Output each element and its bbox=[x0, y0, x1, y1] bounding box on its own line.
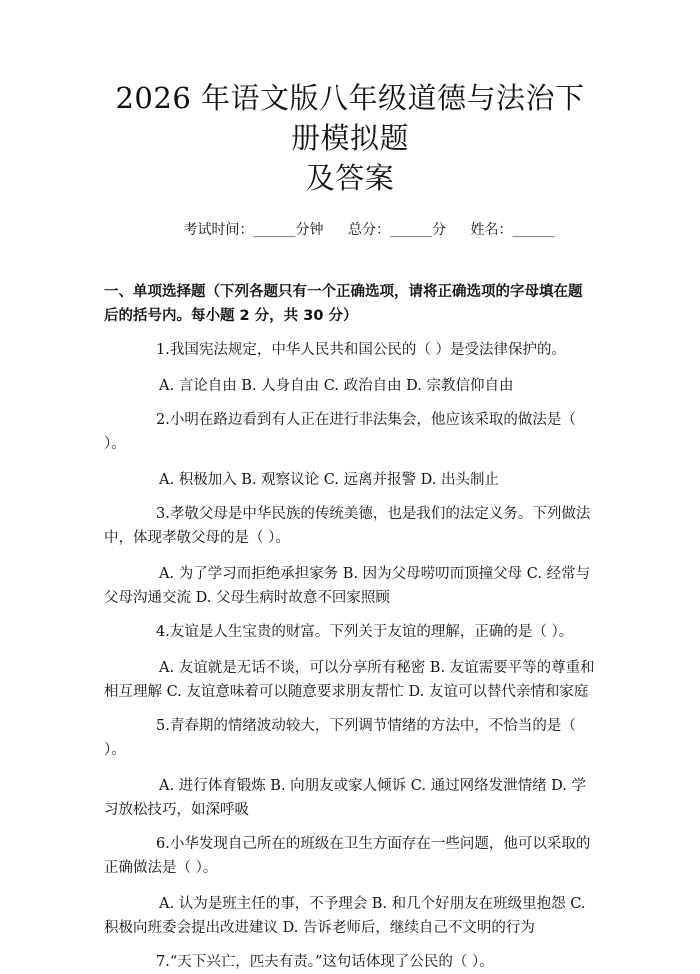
question-stem: 青春期的情绪波动较大，下列调节情绪的方法中，不恰当的是（ ）。 bbox=[104, 718, 576, 758]
exam-time: 考试时间：______分钟 bbox=[183, 222, 324, 238]
question-number: 1. bbox=[156, 342, 170, 358]
question-stem: 友谊是人生宝贵的财富。下列关于友谊的理解，正确的是（ ）。 bbox=[169, 624, 574, 640]
question-number: 6. bbox=[156, 836, 170, 852]
question-options: A. 进行体育锻炼 B. 向朋友或家人倾诉 C. 通过网络发泄情绪 D. 学习放松技巧，如深呼吸 bbox=[104, 778, 587, 818]
section-heading-single-choice: 一、单项选择题（下列各题只有一个正确选项，请将正确选项的字母填在题后的括号内。每小题 2 分，共 30 分） bbox=[104, 284, 583, 324]
title-line-1: 2026 年语文版八年级道德与法治下册模拟题 bbox=[115, 81, 585, 155]
question-number: 7. bbox=[156, 954, 170, 970]
title-line-2: 及答案 bbox=[305, 161, 395, 195]
question-6 bbox=[104, 832, 596, 940]
question-options: A. 为了学习而拒绝承担家务 B. 因为父母唠叨而顶撞父母 C. 经常与父母沟通交流 D. 父母生病时故意不回家照顾 bbox=[104, 566, 591, 606]
question-7 bbox=[104, 950, 596, 974]
question-stem: “天下兴亡，匹夫有责。”这句话体现了公民的（ ）。 bbox=[169, 954, 494, 970]
question-options: A. 友谊就是无话不谈，可以分享所有秘密 B. 友谊需要平等的尊重和相互理解 C. 友谊意味着可以随意要求朋友帮忙 D. 友谊可以替代亲情和家庭 bbox=[104, 660, 595, 700]
question-stem: 小华发现自己所在的班级在卫生方面存在一些问题，他可以采取的正确做法是（ ）。 bbox=[104, 836, 591, 876]
question-options: A. 认为是班主任的事，不予理会 B. 和几个好朋友在班级里抱怨 C. 积极向班委会提出改进建议 D. 告诉老师后，继续自己不文明的行为 bbox=[104, 896, 586, 936]
question-number: 4. bbox=[156, 624, 170, 640]
question-options: A. 言论自由 B. 人身自由 C. 政治自由 D. 宗教信仰自由 bbox=[159, 378, 514, 394]
question-options: A. 积极加入 B. 观察议论 C. 远离并报警 D. 出头制止 bbox=[159, 472, 500, 488]
page-title bbox=[104, 78, 596, 198]
question-5 bbox=[104, 714, 596, 822]
exam-meta bbox=[104, 220, 596, 240]
question-4 bbox=[104, 620, 596, 704]
question-stem: 我国宪法规定，中华人民共和国公民的（ ）是受法律保护的。 bbox=[169, 342, 566, 358]
question-number: 2. bbox=[156, 412, 170, 428]
question-list bbox=[104, 338, 596, 974]
question-3 bbox=[104, 502, 596, 610]
exam-total-score: 总分：______分 bbox=[348, 222, 446, 238]
question-1 bbox=[104, 338, 596, 398]
exam-name-field: 姓名：______ bbox=[470, 222, 555, 238]
question-stem: 小明在路边看到有人正在进行非法集会，他应该采取的做法是（ ）。 bbox=[104, 412, 576, 452]
question-stem: 孝敬父母是中华民族的传统美德，也是我们的法定义务。下列做法中，体现孝敬父母的是（ ）。 bbox=[104, 506, 591, 546]
question-number: 3. bbox=[156, 506, 170, 522]
question-2 bbox=[104, 408, 596, 492]
question-number: 5. bbox=[156, 718, 170, 734]
